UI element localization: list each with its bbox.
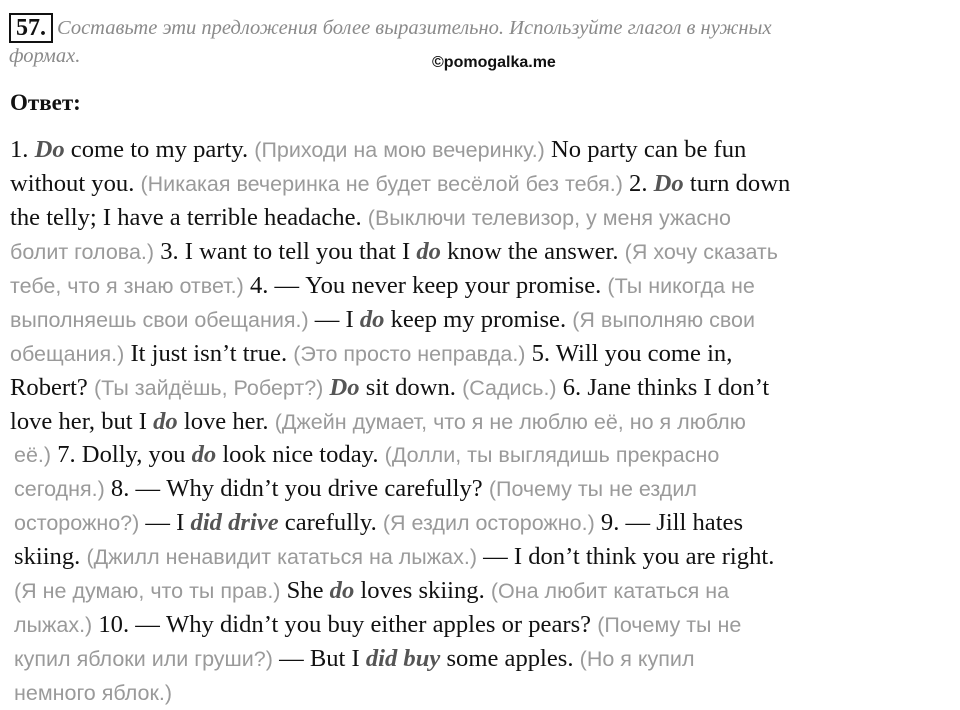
answer-text: love her.: [177, 408, 275, 435]
emphasis-verb: Do: [653, 170, 684, 197]
answer-text: — I don’t think you are right.: [476, 543, 775, 570]
answer-text: Robert?: [10, 374, 95, 401]
answer-text-block-1: [10, 133, 950, 439]
translation-text: (Ты зайдёшь, Роберт?): [94, 376, 324, 400]
emphasis-verb: do: [416, 238, 441, 265]
translation-text: (Почему ты не ездил: [488, 477, 697, 501]
answer-text: 1.: [10, 136, 35, 163]
answer-line: [10, 235, 950, 269]
answer-text: It just isn’t true.: [124, 340, 294, 367]
answer-text: the telly; I have a terrible headache.: [10, 204, 368, 231]
answer-text: 4. — You never keep your promise.: [243, 272, 608, 299]
answer-line: [10, 405, 950, 439]
translation-text: (Это просто неправда.): [293, 342, 526, 366]
translation-text: (Джилл ненавидит кататься на лыжах.): [86, 545, 477, 569]
answer-line: [10, 133, 950, 167]
answer-line: [14, 540, 950, 574]
answer-line: [14, 676, 950, 710]
answer-text: 10. — Why didn’t you buy either apples or pears?: [92, 611, 598, 638]
translation-text: (Я не думаю, что ты прав.): [14, 579, 281, 603]
answer-text: — I: [139, 509, 191, 536]
answer-line: [14, 642, 950, 676]
translation-text: осторожно?): [14, 511, 140, 535]
answer-text: without you.: [10, 170, 141, 197]
emphasis-verb: do: [359, 306, 385, 333]
answer-text: 9. — Jill hates: [594, 509, 744, 536]
translation-text: (Джейн думает, что я не люблю её, но я люблю: [274, 410, 746, 434]
translation-text: (Никакая вечеринка не будет весёлой без тебя.): [140, 172, 623, 196]
translation-text: (Садись.): [462, 376, 557, 400]
translation-text: тебе, что я знаю ответ.): [10, 274, 244, 298]
answer-line: [10, 201, 950, 235]
translation-text: (Почему ты не: [597, 613, 742, 637]
emphasis-verb: did buy: [365, 645, 441, 672]
answer-text: — I: [308, 306, 360, 333]
answer-text: sit down.: [359, 374, 463, 401]
exercise-instruction-continued: формах.: [9, 45, 81, 67]
exercise-number: 57.: [9, 13, 53, 43]
answer-text: some apples.: [440, 645, 580, 672]
answer-text: turn down: [683, 170, 791, 197]
translation-text: (Я выполняю свои: [572, 308, 755, 332]
translation-text: лыжах.): [14, 613, 93, 637]
answer-text: 8. — Why didn’t you drive carefully?: [104, 475, 489, 502]
translation-text: сегодня.): [14, 477, 105, 501]
answer-text: carefully.: [278, 509, 383, 536]
answer-line: [14, 506, 950, 540]
answer-text-block-2: [14, 438, 950, 710]
emphasis-verb: did drive: [190, 509, 279, 536]
translation-text: купил яблоки или груши?): [14, 647, 273, 671]
answer-line: [10, 269, 950, 303]
answer-heading: Ответ:: [10, 90, 81, 115]
emphasis-verb: do: [191, 441, 217, 468]
emphasis-verb: do: [329, 577, 355, 604]
answer-text: She: [280, 577, 330, 604]
translation-text: (Но я купил: [579, 647, 695, 671]
answer-text: loves skiing.: [354, 577, 491, 604]
translation-text: (Выключи телевизор, у меня ужасно: [367, 206, 731, 230]
emphasis-verb: do: [153, 408, 178, 435]
translation-text: (Я хочу сказать: [624, 240, 778, 264]
answer-line: [10, 167, 950, 201]
translation-text: немного яблок.): [14, 681, 173, 705]
emphasis-verb: Do: [329, 374, 360, 401]
answer-line: [14, 574, 950, 608]
watermark: ©pomogalka.me: [432, 54, 556, 71]
answer-text: love her, but I: [10, 408, 154, 435]
answer-line: [14, 438, 950, 472]
translation-text: (Приходи на мою вечеринку.): [254, 138, 545, 162]
answer-text: 7. Dolly, you: [51, 441, 192, 468]
answer-line: [10, 337, 950, 371]
answer-text: 5. Will you come in,: [525, 340, 733, 367]
answer-text: 3. I want to tell you that I: [154, 238, 417, 265]
answer-text: 2.: [622, 170, 654, 197]
translation-text: (Она любит кататься на: [490, 579, 730, 603]
answer-line: [10, 371, 950, 405]
emphasis-verb: Do: [34, 136, 65, 163]
answer-line: [14, 608, 950, 642]
translation-text: (Ты никогда не: [607, 274, 755, 298]
translation-text: (Долли, ты выглядишь прекрасно: [384, 443, 720, 467]
answer-line: [10, 303, 950, 337]
answer-text: come to my party.: [64, 136, 255, 163]
answer-text: look nice today.: [216, 441, 385, 468]
translation-text: (Я ездил осторожно.): [382, 511, 595, 535]
answer-text: know the answer.: [440, 238, 625, 265]
translation-text: выполняешь свои обещания.): [10, 308, 309, 332]
translation-text: её.): [14, 443, 52, 467]
answer-text: — But I: [272, 645, 366, 672]
answer-text: No party can be fun: [544, 136, 747, 163]
translation-text: болит голова.): [10, 240, 155, 264]
exercise-instruction: Составьте эти предложения более выразительно. Используйте глагол в нужных: [57, 17, 772, 39]
answer-text: skiing.: [14, 543, 87, 570]
answer-line: [14, 472, 950, 506]
answer-text: keep my promise.: [384, 306, 573, 333]
translation-text: обещания.): [10, 342, 125, 366]
answer-text: 6. Jane thinks I don’t: [556, 374, 770, 401]
